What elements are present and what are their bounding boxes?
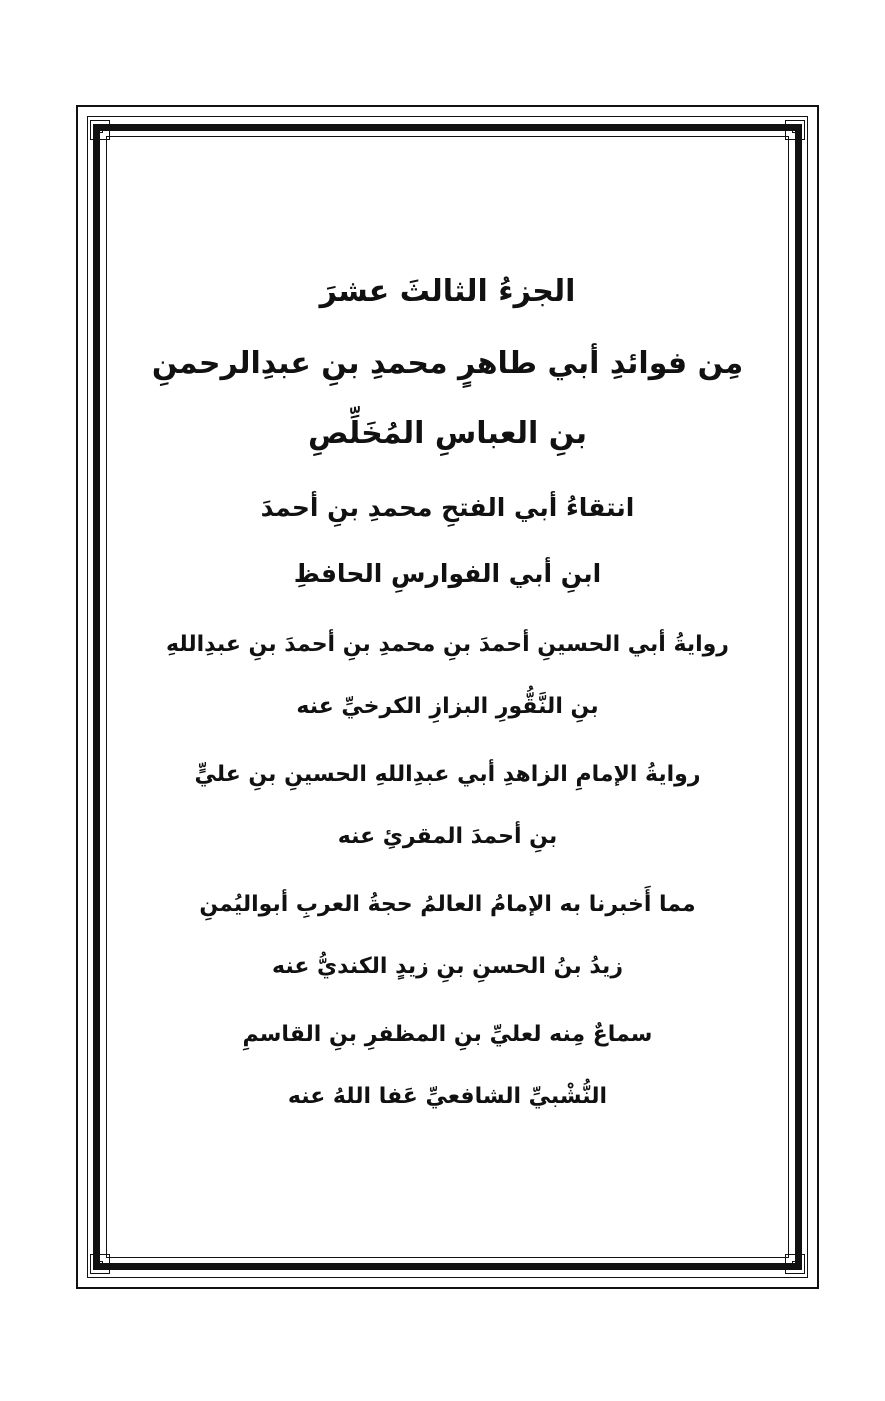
selection-line-2: ابنِ أبي الفوارسِ الحافظِ — [293, 559, 602, 588]
corner-ornament-bottom-left — [90, 1254, 110, 1274]
transmission-3-line-1: مما أَخبرنا به الإمامُ العالمُ حجةُ العربِ أبواليُمنِ — [199, 892, 696, 917]
work-title-line-2: بنِ العباسِ المُخَلِّصِ — [308, 416, 587, 451]
audition-note-line-1: سماعٌ مِنه لعليِّ بنِ المظفرِ بنِ القاسمِ — [242, 1022, 653, 1047]
transmission-2-line-2: بنِ أحمدَ المقرئِ عنه — [337, 824, 558, 849]
title-page-text-block — [110, 250, 785, 1116]
part-title: الجزءُ الثالثَ عشرَ — [319, 274, 576, 309]
transmission-3-line-2: زيدُ بنُ الحسنِ بنِ زيدٍ الكنديُّ عنه — [272, 954, 623, 979]
selection-line-1: انتقاءُ أبي الفتحِ محمدِ بنِ أحمدَ — [260, 493, 635, 522]
transmission-1-line-1: روايةُ أبي الحسينِ أحمدَ بنِ محمدِ بنِ أحمدَ بنِ عبدِاللهِ — [166, 632, 729, 657]
transmission-2-line-1: روايةُ الإمامِ الزاهدِ أبي عبدِاللهِ الحسينِ بنِ عليٍّ — [194, 762, 701, 787]
transmission-1-line-2: بنِ النَّقُّورِ البزازِ الكرخيِّ عنه — [296, 694, 599, 719]
corner-ornament-top-right — [785, 120, 805, 140]
corner-ornament-bottom-right — [785, 1254, 805, 1274]
work-title-line-1: مِن فوائدِ أبي طاهرٍ محمدِ بنِ عبدِالرحمنِ — [151, 346, 744, 381]
audition-note-line-2: النُّشْبيِّ الشافعيِّ عَفا اللهُ عنه — [287, 1084, 608, 1109]
corner-ornament-top-left — [90, 120, 110, 140]
